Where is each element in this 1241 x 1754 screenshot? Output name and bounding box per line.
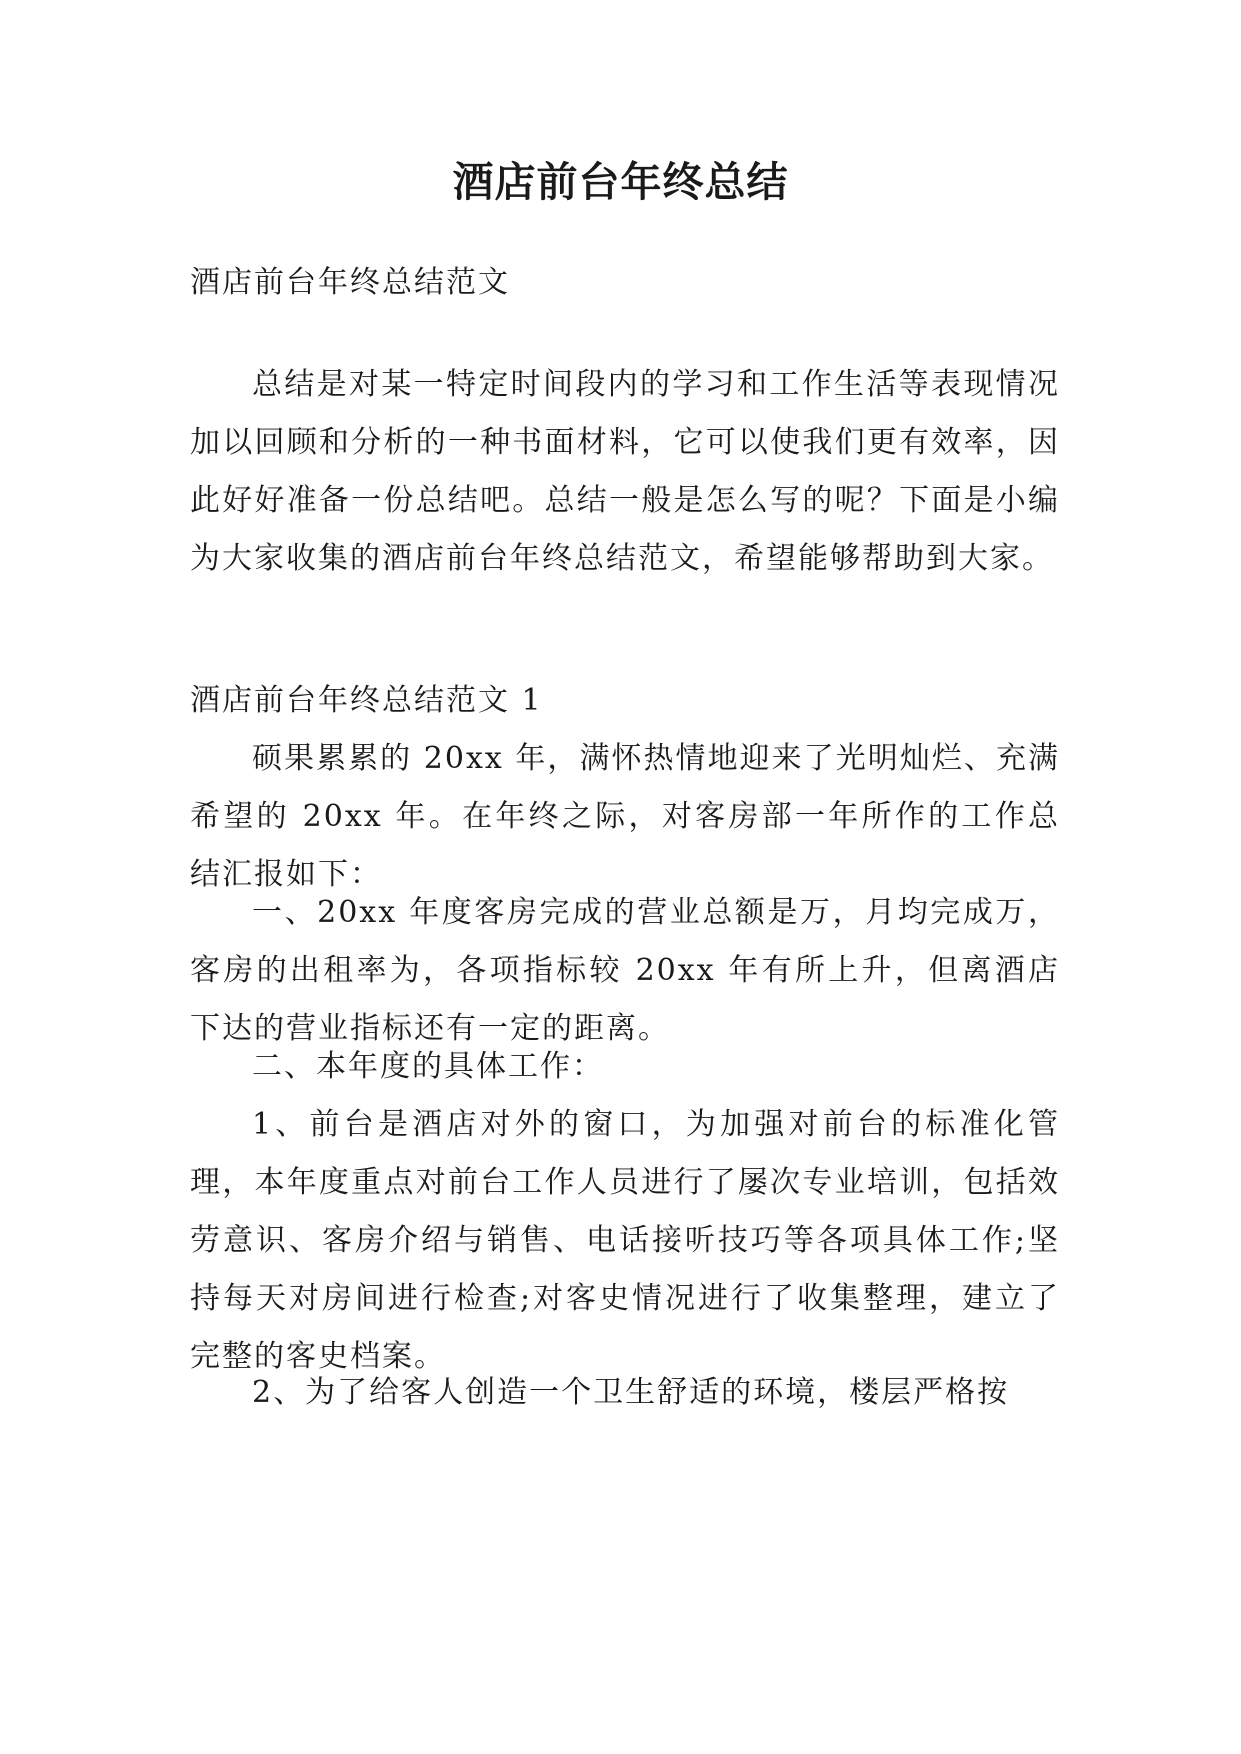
body-paragraph-5: 2、为了给客人创造一个卫生舒适的环境，楼层严格按: [252, 1375, 1010, 1410]
body-paragraph-2: 一、20xx 年度客房完成的营业总额是万，月均完成万，客房的出租率为，各项指标较 20xx 年有所上升，但离酒店下达的营业指标还有一定的距离。: [190, 895, 1060, 1046]
document-title: 酒店前台年终总结: [452, 158, 789, 206]
document-subtitle: 酒店前台年终总结范文: [190, 265, 510, 300]
section-heading: 酒店前台年终总结范文 1: [190, 683, 543, 718]
intro-paragraph: 总结是对某一特定时间段内的学习和工作生活等表现情况加以回顾和分析的一种书面材料，它可以使我们更有效率，因此好好准备一份总结吧。总结一般是怎么写的呢？下面是小编为大家收集的酒店前台年终总结范文，希望能够帮助到大家。: [190, 367, 1060, 576]
body-paragraph-4: 1、前台是酒店对外的窗口，为加强对前台的标准化管理，本年度重点对前台工作人员进行了屡次专业培训，包括效劳意识、客房介绍与销售、电话接听技巧等各项具体工作;坚持每天对房间进行检查;对客史情况进行了收集整理，建立了完整的客史档案。: [190, 1107, 1060, 1374]
body-paragraph-3: 二、本年度的具体工作：: [252, 1049, 604, 1084]
body-paragraph-1: 硕果累累的 20xx 年，满怀热情地迎来了光明灿烂、充满希望的 20xx 年。在年终之际，对客房部一年所作的工作总结汇报如下：: [190, 741, 1060, 892]
